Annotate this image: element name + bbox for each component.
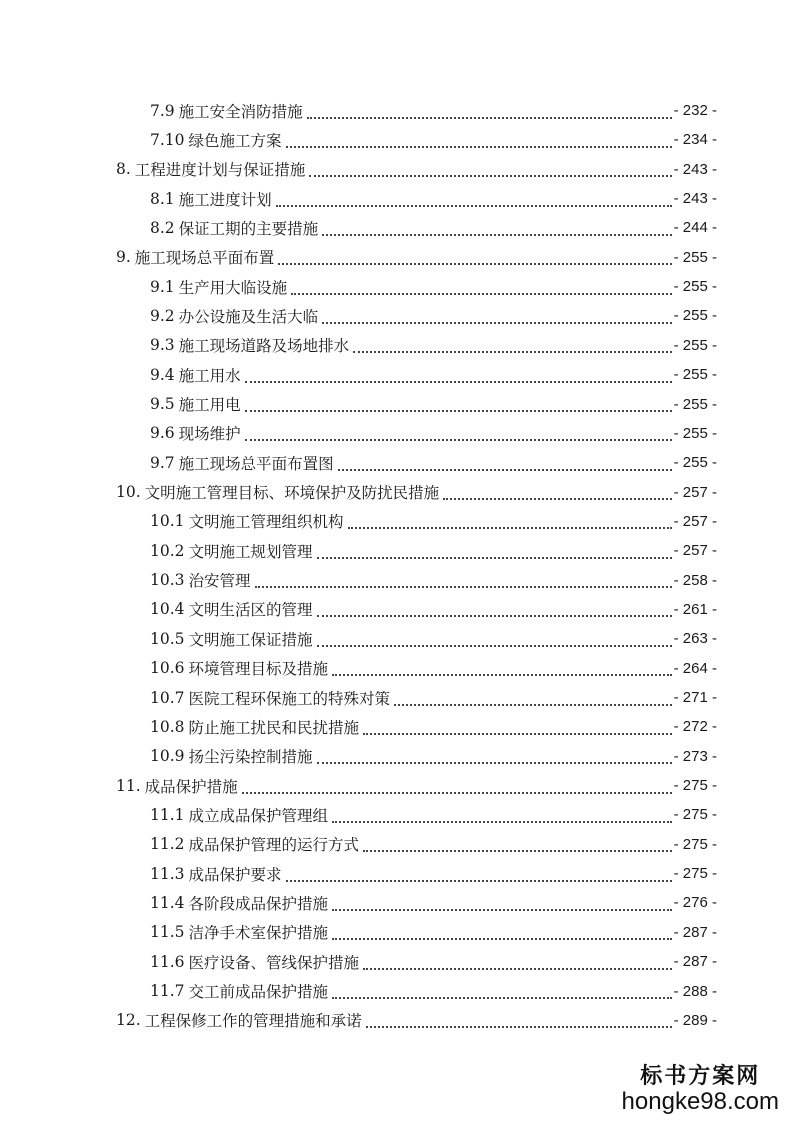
toc-entry-number: 8.1 bbox=[150, 189, 175, 208]
toc-entry-page: - 288 - bbox=[673, 982, 717, 1000]
toc-entry-page: - 257 - bbox=[673, 542, 717, 560]
toc-entry-page: - 275 - bbox=[673, 835, 717, 853]
toc-entry-page: - 255 - bbox=[673, 307, 717, 325]
toc-dot-leader bbox=[276, 195, 672, 207]
toc-entry[interactable] bbox=[150, 448, 717, 477]
toc-entry-title: 文明生活区的管理 bbox=[188, 601, 313, 620]
toc-dot-leader bbox=[348, 517, 672, 529]
toc-dot-leader bbox=[332, 987, 672, 999]
toc-entry-title: 施工用电 bbox=[178, 396, 241, 414]
toc-entry-title: 施工用水 bbox=[178, 366, 241, 385]
toc-dot-leader bbox=[338, 459, 672, 471]
toc-entry-page: - 275 - bbox=[673, 777, 717, 795]
toc-dot-leader bbox=[242, 782, 672, 794]
toc-entry[interactable] bbox=[150, 595, 717, 624]
toc-entry-title: 施工现场道路及场地排水 bbox=[178, 337, 350, 356]
toc-entry[interactable] bbox=[150, 213, 717, 242]
toc-entry-number: 11.5 bbox=[150, 923, 185, 942]
toc-entry[interactable] bbox=[150, 390, 717, 419]
toc-dot-leader bbox=[394, 694, 672, 706]
toc-entry-number: 11.7 bbox=[150, 982, 185, 1000]
toc-entry-number: 11.2 bbox=[150, 835, 185, 854]
toc-entry-page: - 255 - bbox=[673, 248, 717, 266]
toc-dot-leader bbox=[245, 371, 672, 383]
toc-entry-number: 9.6 bbox=[150, 424, 175, 443]
toc-dot-leader bbox=[322, 224, 671, 236]
toc-entry-number: 11.1 bbox=[150, 805, 185, 824]
toc-entry-title: 防止施工扰民和民扰措施 bbox=[188, 718, 360, 737]
toc-dot-leader bbox=[363, 958, 672, 970]
toc-entry[interactable] bbox=[150, 301, 717, 330]
toc-dot-leader bbox=[286, 870, 672, 882]
toc-entry-page: - 287 - bbox=[673, 923, 717, 941]
toc-entry-title: 施工安全消防措施 bbox=[178, 102, 303, 121]
toc-entry-number: 11.6 bbox=[150, 952, 185, 971]
toc-dot-leader bbox=[317, 605, 672, 617]
toc-entry-page: - 234 - bbox=[673, 131, 717, 149]
toc-entry-number: 9.1 bbox=[150, 277, 175, 296]
toc-entry-page: - 264 - bbox=[673, 659, 717, 677]
toc-entry-number: 9.5 bbox=[150, 395, 175, 413]
toc-entry-number: 10.8 bbox=[150, 717, 185, 736]
toc-entry[interactable] bbox=[150, 96, 717, 125]
toc-dot-leader bbox=[332, 899, 672, 911]
toc-dot-leader bbox=[291, 283, 671, 295]
toc-entry[interactable] bbox=[150, 419, 717, 448]
toc-entry-number: 11. bbox=[116, 776, 141, 795]
toc-entry-page: - 255 - bbox=[673, 336, 717, 354]
toc-dot-leader bbox=[366, 1016, 672, 1028]
toc-entry-title: 施工现场总平面布置 bbox=[134, 249, 275, 268]
toc-dot-leader bbox=[363, 723, 672, 735]
toc-entry-page: - 261 - bbox=[673, 600, 717, 618]
toc-entry-title: 文明施工管理组织机构 bbox=[188, 513, 344, 532]
toc-entry[interactable] bbox=[150, 184, 717, 213]
toc-entry[interactable] bbox=[150, 742, 717, 771]
toc-entry-page: - 244 - bbox=[673, 219, 717, 237]
toc-entry-title: 施工进度计划 bbox=[178, 190, 272, 209]
toc-entry-page: - 273 - bbox=[673, 747, 717, 765]
toc-entry-number: 11.3 bbox=[150, 864, 185, 883]
toc-entry-number: 10.5 bbox=[150, 629, 185, 648]
toc-entry-title: 成立成品保护管理组 bbox=[188, 806, 329, 825]
toc-dot-leader bbox=[255, 576, 672, 588]
toc-entry[interactable] bbox=[150, 947, 717, 976]
toc-entry-number: 9.3 bbox=[150, 336, 175, 355]
toc-dot-leader bbox=[443, 488, 671, 500]
toc-entry-page: - 287 - bbox=[673, 953, 717, 971]
toc-entry-title: 文明施工保证措施 bbox=[188, 630, 313, 649]
toc-entry-number: 7.9 bbox=[150, 101, 175, 120]
toc-entry-page: - 255 - bbox=[673, 366, 717, 384]
toc-entry-title: 医疗设备、管线保护措施 bbox=[188, 953, 360, 972]
toc-entry[interactable] bbox=[150, 331, 717, 360]
toc-entry-title: 医院工程环保施工的特殊对策 bbox=[188, 689, 391, 708]
toc-dot-leader bbox=[322, 312, 671, 324]
toc-entry-number: 12. bbox=[116, 1011, 141, 1030]
toc-entry-page: - 255 - bbox=[673, 395, 717, 413]
toc-entry-number: 10.2 bbox=[150, 541, 185, 560]
toc-dot-leader bbox=[286, 136, 672, 148]
watermark-url: hongke98.com bbox=[621, 1088, 779, 1115]
toc-entry-page: - 243 - bbox=[673, 160, 717, 178]
toc-entry[interactable] bbox=[150, 536, 717, 565]
toc-entry-page: - 232 - bbox=[673, 102, 717, 119]
toc-entry-number: 10. bbox=[116, 483, 141, 502]
toc-entry-page: - 263 - bbox=[673, 630, 717, 648]
toc-entry[interactable] bbox=[150, 918, 717, 947]
toc-entry[interactable] bbox=[150, 800, 717, 829]
toc-entry-number: 9.7 bbox=[150, 453, 175, 472]
toc-entry-page: - 275 - bbox=[673, 806, 717, 824]
toc-entry[interactable] bbox=[116, 478, 717, 507]
toc-entry[interactable] bbox=[150, 507, 717, 536]
toc-entry[interactable] bbox=[150, 125, 717, 154]
toc-entry-page: - 271 - bbox=[673, 689, 717, 706]
toc-entry-page: - 243 - bbox=[673, 190, 717, 208]
toc-dot-leader bbox=[245, 400, 672, 412]
toc-entry-page: - 257 - bbox=[673, 483, 717, 501]
toc-dot-leader bbox=[317, 635, 672, 647]
toc-entry[interactable] bbox=[150, 859, 717, 888]
toc-entry[interactable] bbox=[150, 360, 717, 389]
toc-entry-page: - 272 - bbox=[673, 718, 717, 736]
toc-entry-number: 10.1 bbox=[150, 512, 185, 531]
toc-entry-page: - 289 - bbox=[673, 1011, 717, 1029]
toc-entry-number: 10.6 bbox=[150, 659, 185, 678]
toc-entry[interactable] bbox=[150, 830, 717, 859]
toc-dot-leader bbox=[245, 429, 672, 441]
toc-entry[interactable] bbox=[150, 654, 717, 683]
toc-entry[interactable] bbox=[150, 977, 717, 1006]
toc-dot-leader bbox=[363, 840, 672, 852]
toc-dot-leader bbox=[317, 547, 672, 559]
toc-entry-page: - 276 - bbox=[673, 894, 717, 912]
toc-entry-title: 洁净手术室保护措施 bbox=[188, 924, 329, 943]
toc-entry-page: - 255 - bbox=[673, 424, 717, 442]
toc-entry-number: 10.9 bbox=[150, 747, 185, 766]
toc-entry-number: 11.4 bbox=[150, 893, 185, 912]
toc-dot-leader bbox=[278, 253, 671, 265]
toc-dot-leader bbox=[317, 752, 672, 764]
toc-entry-title: 生产用大临设施 bbox=[178, 278, 288, 297]
toc-entry-title: 交工前成品保护措施 bbox=[188, 983, 329, 1001]
toc-entry-number: 8.2 bbox=[150, 218, 175, 237]
toc-entry-number: 9.2 bbox=[150, 306, 175, 325]
toc-entry[interactable] bbox=[150, 624, 717, 653]
toc-entry[interactable] bbox=[116, 1006, 717, 1035]
toc-entry-title: 工程保修工作的管理措施和承诺 bbox=[144, 1012, 362, 1031]
toc-entry-title: 文明施工规划管理 bbox=[188, 542, 313, 561]
toc-entry[interactable] bbox=[116, 771, 717, 800]
toc-entry-title: 文明施工管理目标、环境保护及防扰民措施 bbox=[144, 484, 440, 503]
toc-entry-page: - 255 - bbox=[673, 454, 717, 472]
toc-entry-title: 工程进度计划与保证措施 bbox=[134, 161, 306, 180]
toc-entry-title: 各阶段成品保护措施 bbox=[188, 894, 329, 913]
toc-entry-title: 施工现场总平面布置图 bbox=[178, 454, 334, 473]
toc-dot-leader bbox=[353, 341, 671, 353]
toc-entry-title: 环境管理目标及措施 bbox=[188, 660, 329, 679]
toc-entry[interactable] bbox=[150, 712, 717, 741]
toc-entry[interactable] bbox=[150, 683, 717, 712]
watermark-logo bbox=[622, 1059, 779, 1114]
toc-entry-number: 7.10 bbox=[150, 130, 185, 149]
toc-entry-number: 9. bbox=[116, 248, 131, 267]
toc-entry-page: - 257 - bbox=[673, 512, 717, 530]
toc-entry-title: 成品保护管理的运行方式 bbox=[188, 836, 360, 855]
toc-entry-title: 成品保护措施 bbox=[144, 777, 238, 796]
toc-entry-title: 治安管理 bbox=[188, 572, 251, 591]
toc-entry-page: - 258 - bbox=[673, 571, 717, 589]
toc-entry-page: - 275 - bbox=[673, 865, 717, 883]
toc-entry-number: 9.4 bbox=[150, 365, 175, 384]
toc-entry[interactable] bbox=[150, 566, 717, 595]
toc-entry-title: 扬尘污染控制措施 bbox=[188, 748, 313, 767]
toc-entry-title: 保证工期的主要措施 bbox=[178, 219, 319, 238]
toc-entry[interactable] bbox=[150, 888, 717, 917]
toc-entry[interactable] bbox=[116, 243, 717, 272]
toc-entry-number: 10.7 bbox=[150, 688, 185, 707]
toc-entry-number: 10.3 bbox=[150, 571, 185, 590]
toc-entry[interactable] bbox=[150, 272, 717, 301]
toc-entry-number: 8. bbox=[116, 160, 131, 179]
toc-entry-number: 10.4 bbox=[150, 600, 185, 619]
toc-dot-leader bbox=[332, 928, 672, 940]
toc-dot-leader bbox=[332, 811, 672, 823]
toc-dot-leader bbox=[309, 165, 671, 177]
toc-entry-title: 绿色施工方案 bbox=[188, 131, 282, 150]
toc-entry-title: 成品保护要求 bbox=[188, 865, 282, 884]
toc-entry-title: 现场维护 bbox=[178, 425, 241, 444]
toc-dot-leader bbox=[332, 664, 672, 676]
toc-entry-title: 办公设施及生活大临 bbox=[178, 307, 319, 326]
toc-entry-page: - 255 - bbox=[673, 278, 717, 296]
toc-dot-leader bbox=[307, 107, 672, 119]
watermark-name: 标书方案网 bbox=[640, 1063, 761, 1089]
toc-entry[interactable] bbox=[116, 155, 717, 184]
